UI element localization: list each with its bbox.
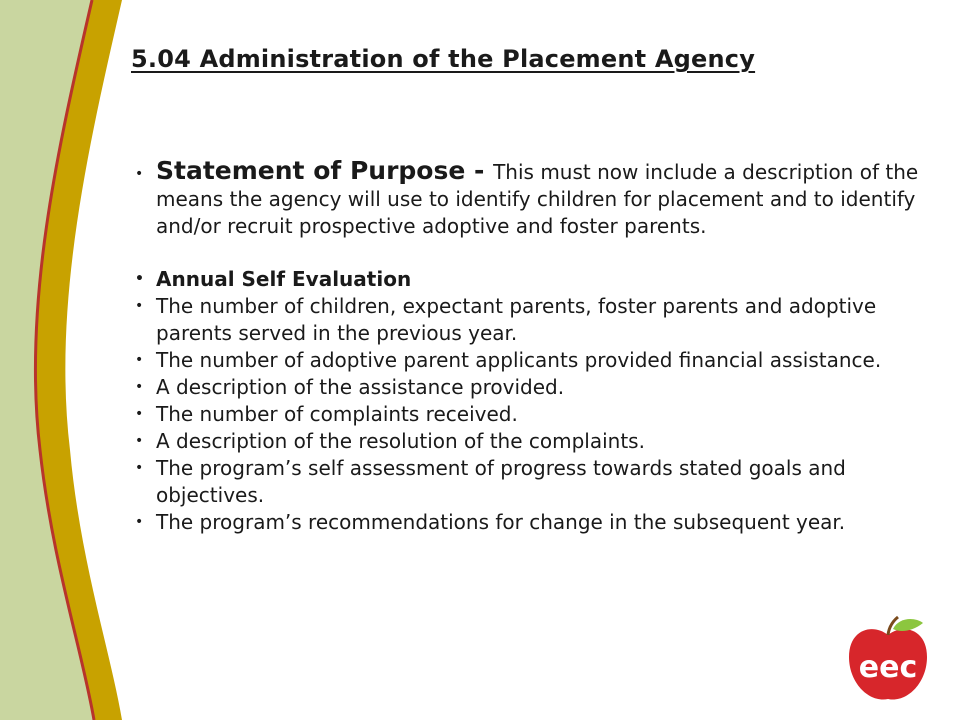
- statement-lead: Statement of Purpose -: [156, 156, 494, 185]
- list-item: • The number of children, expectant parents, foster parents and adoptive parents served in the previous year.: [135, 293, 940, 347]
- decorative-side-band: [0, 0, 140, 720]
- slide-body: [135, 157, 940, 536]
- list-item: • The number of complaints received.: [135, 401, 940, 428]
- list-item: • The program’s recommendations for change in the subsequent year.: [135, 509, 940, 536]
- statement-of-purpose-item: [135, 157, 940, 240]
- evaluation-heading: • Annual Self Evaluation: [135, 266, 940, 293]
- logo-text: eec: [858, 650, 918, 685]
- slide-title: 5.04 Administration of the Placement Agency: [131, 45, 756, 73]
- list-item: • A description of the assistance provided.: [135, 374, 940, 401]
- list-item: • A description of the resolution of the complaints.: [135, 428, 940, 455]
- list-item: • The number of adoptive parent applicants provided financial assistance.: [135, 347, 940, 374]
- statement-text: This must now include a description of the means the agency will use to identify children for placement and to identify and/or recruit prospective adoptive and foster parents.: [156, 160, 919, 238]
- list-item: • The program’s self assessment of progress towards stated goals and objectives.: [135, 455, 940, 509]
- eec-logo: [843, 615, 933, 705]
